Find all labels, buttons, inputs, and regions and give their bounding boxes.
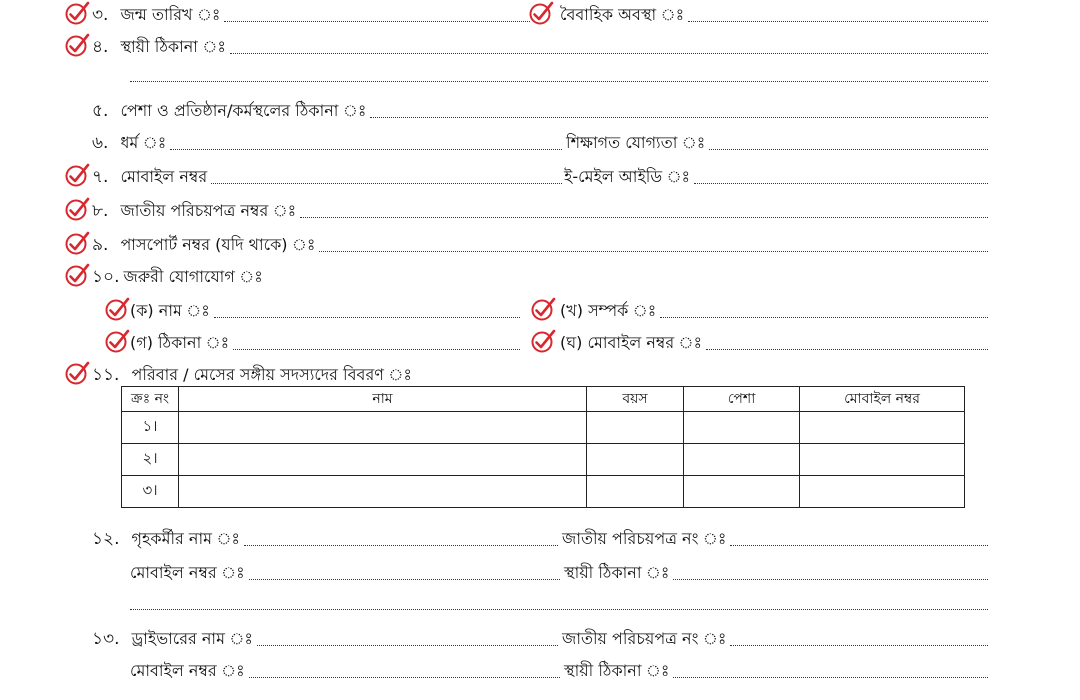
cell-mobile[interactable] bbox=[800, 412, 965, 444]
field-housemaid-mobile bbox=[130, 558, 560, 584]
check-icon bbox=[64, 262, 90, 288]
housemaid-nid-input-line[interactable] bbox=[730, 545, 988, 546]
field-emergency-address bbox=[130, 328, 520, 354]
religion-input-line[interactable] bbox=[170, 149, 562, 150]
housemaid-mobile-input-line[interactable] bbox=[249, 579, 560, 580]
mobile-input-line[interactable] bbox=[211, 183, 562, 184]
field-number: ১১. bbox=[92, 365, 120, 385]
field-label: জাতীয় পরিচয়পত্র নং ঃ bbox=[562, 529, 727, 548]
housemaid-address-continuation bbox=[130, 588, 988, 614]
check-icon bbox=[530, 328, 556, 354]
field-passport bbox=[92, 230, 988, 256]
field-number: ৬. bbox=[92, 133, 109, 153]
field-driver-name bbox=[92, 624, 558, 650]
field-education bbox=[566, 128, 988, 154]
field-label: পেশা ও প্রতিষ্ঠান/কর্মস্থলের ঠিকানা ঃ bbox=[120, 101, 367, 120]
family-members-table bbox=[121, 386, 965, 508]
check-icon bbox=[64, 162, 90, 188]
cell-mobile[interactable] bbox=[800, 444, 965, 476]
field-number: ৪. bbox=[92, 37, 109, 57]
emergency-relation-input-line[interactable] bbox=[660, 317, 988, 318]
field-number: ৯. bbox=[92, 235, 109, 255]
check-icon bbox=[64, 230, 90, 256]
field-label: গৃহকর্মীর নাম ঃ bbox=[131, 529, 240, 548]
check-icon bbox=[528, 0, 554, 26]
field-label: (খ) সম্পর্ক ঃ bbox=[560, 301, 657, 320]
field-label: মোবাইল নম্বর ঃ bbox=[130, 661, 245, 680]
field-number: ৮. bbox=[92, 201, 109, 221]
field-emergency-name bbox=[130, 296, 520, 322]
field-label: ড্রাইভারের নাম ঃ bbox=[131, 629, 253, 648]
field-emergency-mobile bbox=[560, 328, 988, 354]
field-label: স্থায়ী ঠিকানা ঃ bbox=[564, 563, 670, 582]
dob-input-line[interactable] bbox=[224, 21, 530, 22]
field-number: ৩. bbox=[92, 5, 109, 25]
field-number: ৭. bbox=[92, 167, 109, 187]
check-icon bbox=[530, 296, 556, 322]
emergency-address-input-line[interactable] bbox=[233, 349, 520, 350]
field-emergency-relation bbox=[560, 296, 988, 322]
passport-input-line[interactable] bbox=[319, 251, 988, 252]
field-label: ই-মেইল আইডি ঃ bbox=[564, 167, 691, 186]
marital-input-line[interactable] bbox=[688, 21, 988, 22]
field-driver-address bbox=[564, 656, 988, 682]
field-number: ১০. bbox=[92, 267, 120, 287]
field-label: পরিবার / মেসের সঙ্গীয় সদস্যদের বিবরণ ঃ bbox=[131, 365, 412, 384]
field-label: বৈবাহিক অবস্থা ঃ bbox=[560, 5, 685, 24]
field-housemaid-address bbox=[564, 558, 988, 584]
col-header-name: নাম bbox=[179, 387, 587, 412]
cell-occupation[interactable] bbox=[684, 412, 800, 444]
check-icon bbox=[64, 0, 90, 26]
emergency-name-input-line[interactable] bbox=[214, 317, 520, 318]
cell-occupation[interactable] bbox=[684, 444, 800, 476]
field-mobile bbox=[92, 162, 562, 188]
table-header-row bbox=[122, 387, 965, 412]
field-label: মোবাইল নম্বর bbox=[120, 167, 208, 186]
cell-age[interactable] bbox=[587, 476, 684, 508]
nid-input-line[interactable] bbox=[300, 217, 988, 218]
field-driver-mobile bbox=[130, 656, 560, 682]
field-nid bbox=[92, 196, 988, 222]
field-number: ৫. bbox=[92, 101, 109, 121]
occupation-input-line[interactable] bbox=[370, 117, 988, 118]
housemaid-address-input-line-2[interactable] bbox=[130, 609, 988, 610]
field-label: স্থায়ী ঠিকানা ঃ bbox=[564, 661, 670, 680]
permanent-address-input-line-2[interactable] bbox=[130, 81, 988, 82]
field-marital-status bbox=[560, 0, 988, 26]
table-row bbox=[122, 412, 965, 444]
field-label: ধর্ম ঃ bbox=[120, 133, 167, 152]
field-label: জন্ম তারিখ ঃ bbox=[120, 5, 221, 24]
field-housemaid-nid bbox=[562, 524, 988, 550]
field-religion bbox=[92, 128, 562, 154]
cell-age[interactable] bbox=[587, 444, 684, 476]
field-dob bbox=[92, 0, 530, 26]
check-icon bbox=[104, 296, 130, 322]
driver-name-input-line[interactable] bbox=[257, 645, 558, 646]
cell-name[interactable] bbox=[179, 444, 587, 476]
table-row bbox=[122, 444, 965, 476]
cell-name[interactable] bbox=[179, 476, 587, 508]
check-icon bbox=[64, 360, 90, 386]
check-icon bbox=[64, 32, 90, 58]
field-occupation bbox=[92, 96, 988, 122]
check-icon bbox=[104, 328, 130, 354]
field-label: মোবাইল নম্বর ঃ bbox=[130, 563, 245, 582]
field-driver-nid bbox=[562, 624, 988, 650]
row-serial: ১। bbox=[122, 412, 179, 444]
cell-age[interactable] bbox=[587, 412, 684, 444]
cell-occupation[interactable] bbox=[684, 476, 800, 508]
field-housemaid-name bbox=[92, 524, 558, 550]
cell-name[interactable] bbox=[179, 412, 587, 444]
driver-mobile-input-line[interactable] bbox=[249, 677, 560, 678]
field-label: জাতীয় পরিচয়পত্র নং ঃ bbox=[562, 629, 727, 648]
field-label: জাতীয় পরিচয়পত্র নম্বর ঃ bbox=[120, 201, 297, 220]
table-row bbox=[122, 476, 965, 508]
field-label: (ঘ) মোবাইল নম্বর ঃ bbox=[560, 333, 703, 352]
driver-nid-input-line[interactable] bbox=[730, 645, 988, 646]
col-header-mobile: মোবাইল নম্বর bbox=[800, 387, 965, 412]
cell-mobile[interactable] bbox=[800, 476, 965, 508]
row-serial: ৩। bbox=[122, 476, 179, 508]
email-input-line[interactable] bbox=[694, 183, 988, 184]
field-permanent-address bbox=[92, 32, 988, 58]
field-email bbox=[564, 162, 988, 188]
field-number: ১২. bbox=[92, 529, 120, 549]
row-serial: ২। bbox=[122, 444, 179, 476]
check-icon bbox=[64, 196, 90, 222]
field-emergency-contact bbox=[92, 262, 492, 288]
field-label: জরুরী যোগাযোগ ঃ bbox=[123, 267, 263, 286]
field-label: স্থায়ী ঠিকানা ঃ bbox=[120, 37, 226, 56]
col-header-occupation: পেশা bbox=[684, 387, 800, 412]
field-family-members bbox=[92, 360, 592, 386]
housemaid-name-input-line[interactable] bbox=[244, 545, 558, 546]
field-label: শিক্ষাগত যোগ্যতা ঃ bbox=[566, 133, 706, 152]
education-input-line[interactable] bbox=[709, 149, 988, 150]
driver-address-input-line[interactable] bbox=[673, 677, 988, 678]
field-number: ১৩. bbox=[92, 629, 120, 649]
col-header-serial: ক্রঃ নং bbox=[122, 387, 179, 412]
field-label: (ক) নাম ঃ bbox=[130, 301, 210, 320]
permanent-address-input-line[interactable] bbox=[230, 53, 988, 54]
emergency-mobile-input-line[interactable] bbox=[706, 349, 988, 350]
permanent-address-continuation bbox=[130, 60, 988, 86]
field-label: (গ) ঠিকানা ঃ bbox=[130, 333, 230, 352]
housemaid-address-input-line[interactable] bbox=[673, 579, 988, 580]
field-label: পাসপোর্ট নম্বর (যদি থাকে) ঃ bbox=[120, 235, 316, 254]
col-header-age: বয়স bbox=[587, 387, 684, 412]
